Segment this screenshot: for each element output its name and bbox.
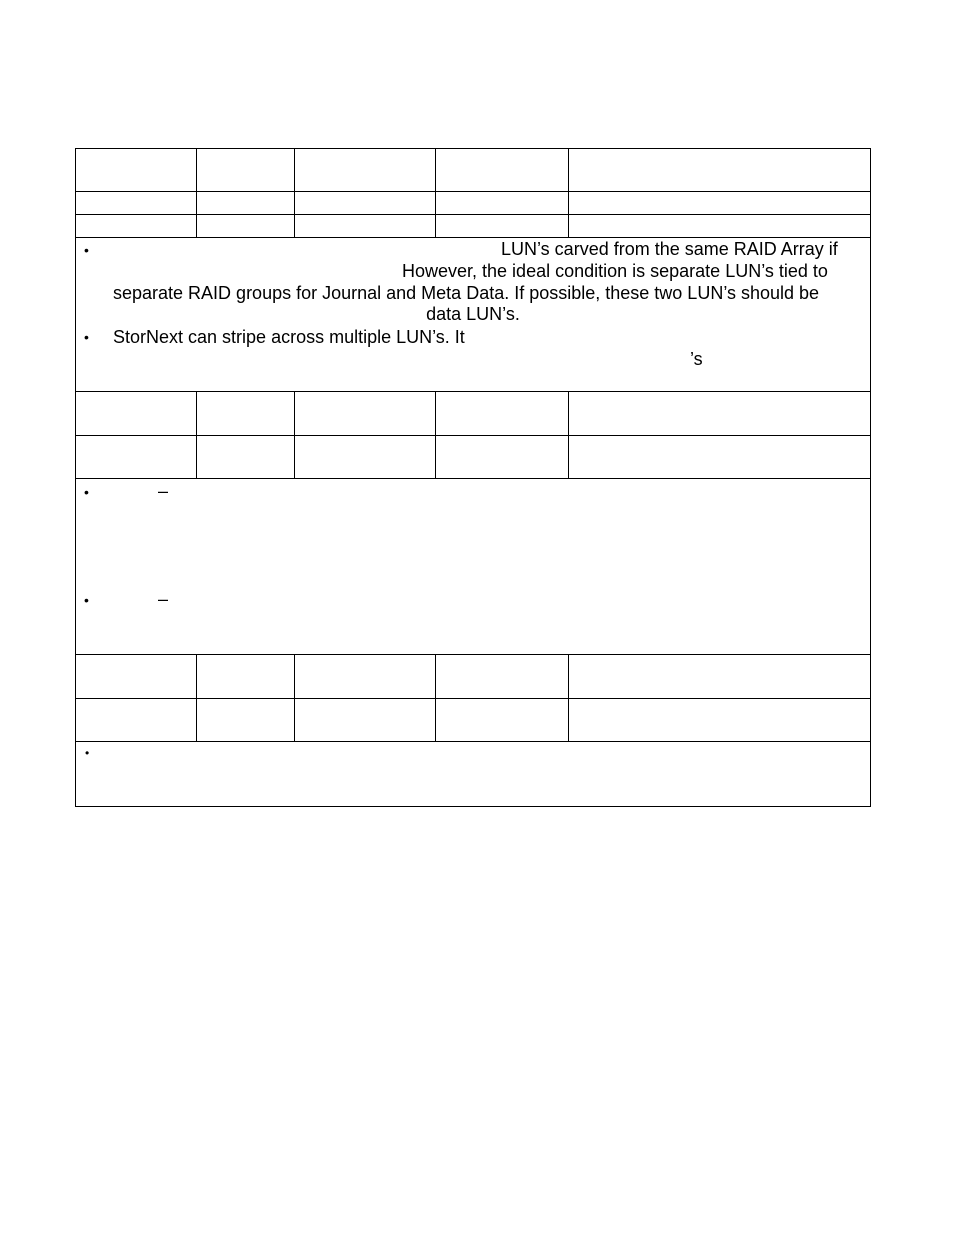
- note-line: data LUN’s.: [426, 304, 520, 324]
- column-divider: [568, 654, 569, 741]
- row-divider: [76, 478, 870, 479]
- bullet-marker: •: [84, 592, 89, 608]
- column-divider: [196, 391, 197, 478]
- column-divider: [294, 149, 295, 237]
- bullet-marker: •: [84, 329, 89, 345]
- note-line: StorNext can stripe across multiple LUN’s. It: [113, 327, 465, 347]
- bullet-marker: •: [84, 242, 89, 258]
- column-divider: [294, 391, 295, 478]
- column-divider: [196, 654, 197, 741]
- column-divider: [435, 654, 436, 741]
- column-divider: [435, 149, 436, 237]
- bullet-marker: •: [85, 746, 90, 760]
- bullet-marker: •: [84, 484, 89, 500]
- note-line: separate RAID groups for Journal and Meta Data. If possible, these two LUN’s should be: [113, 283, 820, 303]
- column-divider: [435, 391, 436, 478]
- note-dash: –: [158, 589, 169, 609]
- note-dash: –: [158, 481, 169, 501]
- note-line: ’s: [690, 349, 703, 369]
- column-divider: [196, 149, 197, 237]
- note-line: LUN’s carved from the same RAID Array if: [501, 239, 838, 259]
- row-divider: [76, 741, 870, 742]
- column-divider: [568, 149, 569, 237]
- document-table: [75, 148, 871, 807]
- column-divider: [294, 654, 295, 741]
- note-line: However, the ideal condition is separate LUN’s tied to: [402, 261, 828, 281]
- column-divider: [568, 391, 569, 478]
